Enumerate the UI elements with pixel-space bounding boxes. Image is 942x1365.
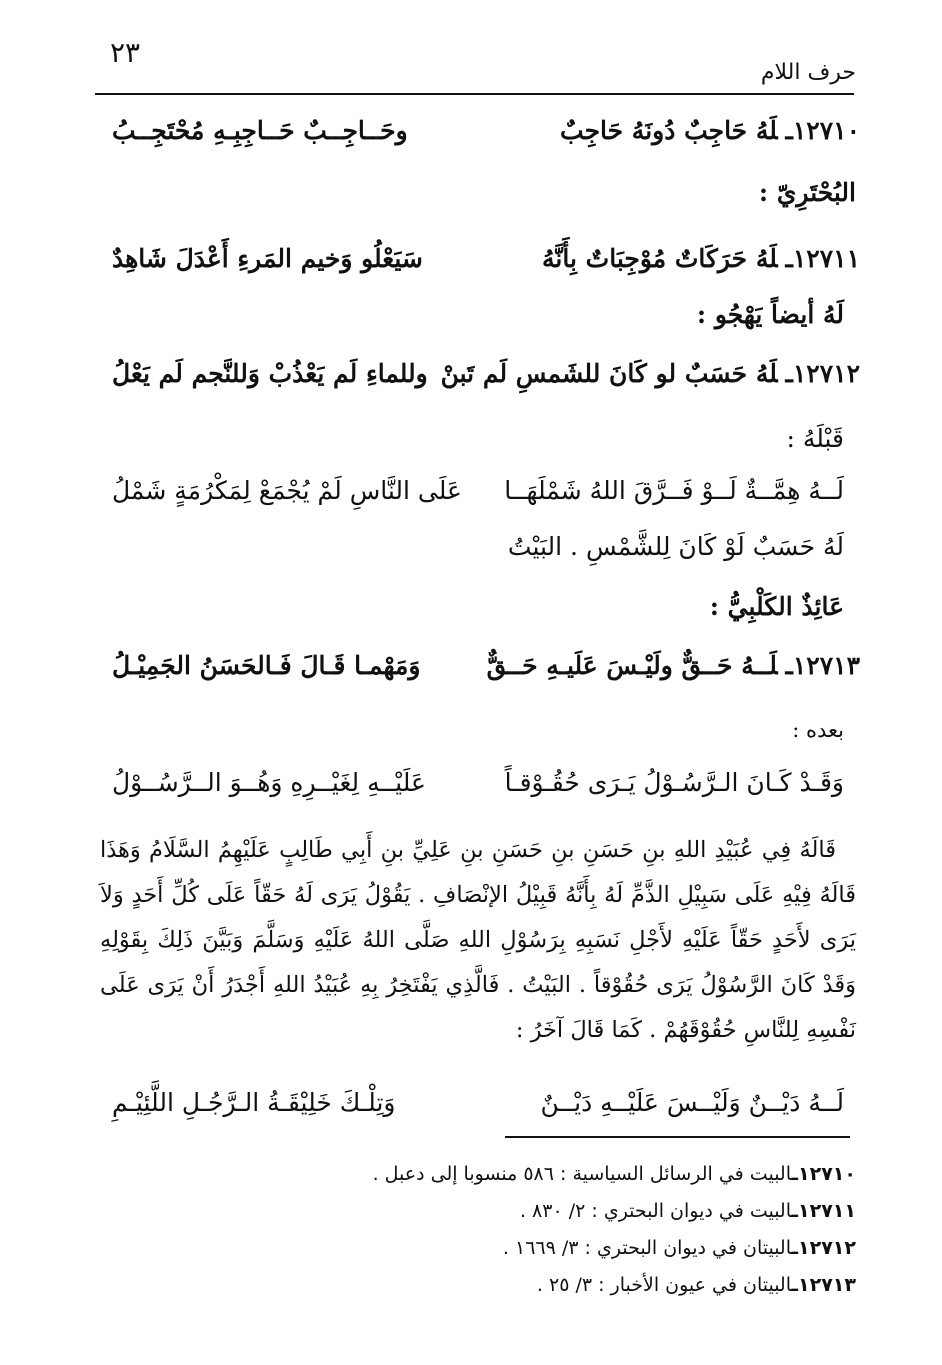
- footnotes: [200, 1156, 856, 1304]
- footnote: [200, 1156, 856, 1193]
- verse-first-hemistich: ١٢٧١٢ـلَهُ حَسَبٌ لو كَانَ للشَمسِ لَم تَبنْ: [440, 358, 860, 388]
- poet-label: عَائِذٌ الكَلْبِيُّ :: [709, 592, 844, 621]
- footnote-text: البيت في الرسائل السياسية : ٥٨٦ منسوبا إلى دعبل .: [372, 1163, 792, 1185]
- footnote-number: ١٢٧١٣ـ: [791, 1274, 856, 1296]
- footnote: [200, 1230, 856, 1267]
- verse-reference: لَهُ حَسَبٌ لَوْ كَانَ لِلشَّمْسِ . البَيْتُ: [507, 532, 844, 561]
- verse-first-hemistich: لَــهُ هِمَّــةٌ لَــوْ فَــرَّقَ اللهُ شَمْلَهَــا: [504, 475, 844, 505]
- page-number: ٢٣: [110, 36, 141, 69]
- verse-first-hemistich: ١٢٧١٣ـلَــهُ حَــقٌّ ولَيْـسَ عَلَيـهِ حَــقٌّ: [486, 650, 860, 680]
- verse-second-hemistich: وحَــاجِــبٌ حَــاجِبِـهِ مُحْتَجِــبُ: [112, 115, 408, 145]
- verse-quoted: [112, 1077, 844, 1127]
- footnote-number: ١٢٧١١ـ: [791, 1200, 856, 1222]
- footnote-text: البيتان في عيون الأخبار : ٣/ ٢٥ .: [536, 1274, 792, 1296]
- verse-second-hemistich: سَيَعْلُو وَخيم المَرءِ أَعْدَلَ شَاهِدٌ: [112, 243, 423, 273]
- footnote-number: ١٢٧١٠ـ: [791, 1163, 856, 1185]
- verse-second-hemistich: وَمَهْمـا قَـالَ فَـالحَسَنُ الجَمِيْـلُ: [112, 650, 421, 680]
- verse-second-hemistich: وَتِلْـكَ خَلِيْقَـةُ الـرَّجُـلِ اللَّئِيْـمِ: [112, 1087, 396, 1117]
- verse-number: ١٢٧١١ـ: [785, 243, 860, 273]
- verse-number: ١٢٧١٢ـ: [785, 358, 860, 388]
- commentary-paragraph: [100, 828, 856, 1053]
- running-head: حرف اللام: [760, 60, 856, 85]
- footnote-number: ١٢٧١٢ـ: [791, 1237, 856, 1259]
- footnote: [200, 1267, 856, 1304]
- verse-number: ١٢٧١٣ـ: [785, 650, 860, 680]
- poet-label: لَهُ أيضاً يَهْجُو :: [696, 300, 844, 329]
- verse-first-hemistich: لَــهُ دَيْــنٌ وَلَيْــسَ عَلَيْــهِ دَيْــنٌ: [540, 1087, 844, 1117]
- verse-following: [112, 757, 844, 807]
- verse-preceding: [112, 465, 844, 515]
- verse-12712: [112, 348, 860, 398]
- footnote-rule: [505, 1136, 850, 1138]
- verse-second-hemistich: وللماءِ لَم يَعْذُبْ وَللنَّجم لَم يَعْلُ: [112, 358, 428, 388]
- verse-first-hemistich: ١٢٧١١ـلَهُ حَرَكَاتٌ مُوْجِبَاتٌ بِأَنَّهُ: [542, 243, 860, 273]
- verse-12710: [112, 105, 860, 155]
- header-rule: [95, 93, 854, 95]
- verse-second-hemistich: عَلَى النَّاسِ لَمْ يُجْمَعْ لِمَكْرُمَةٍ شَمْلُ: [112, 475, 462, 505]
- footnote-text: البيت في ديوان البحتري : ٢/ ٨٣٠ .: [519, 1200, 792, 1222]
- verse-12713: [112, 640, 860, 690]
- verse-12711: [112, 233, 860, 283]
- footnote: [200, 1193, 856, 1230]
- verse-first-hemistich: وَقَـدْ كَـانَ الـرَّسُـوْلُ يَـرَى حُقُـوْقـاً: [504, 767, 844, 797]
- section-label: قَبْلَهُ :: [786, 424, 844, 453]
- footnote-text: البيتان في ديوان البحتري : ٣/ ١٦٦٩ .: [502, 1237, 792, 1259]
- section-label: بعده :: [792, 718, 844, 742]
- verse-second-hemistich: عَلَيْــهِ لِغَيْــرِهِ وَهُــوَ الــرَّسُــوْلُ: [112, 767, 426, 797]
- verse-first-hemistich: ١٢٧١٠ـلَهُ حَاجِبٌ دُونَهُ حَاجِبٌ: [560, 115, 860, 145]
- commentary-text: قَالَهُ فِي عُبَيْدِ اللهِ بنِ حَسَنِ بنِ حَسَنِ بنِ عَلِيِّ بنِ أَبِي طَالِبٍ عَلَيْهِمُ السَّلَامُ وَهَذَا قَالَهُ فِيْهِ عَلَى سَبِيْلِ الذَّمِّ لَهُ بِأَنَّهُ قَبِيْلُ الإنْصَافِ . يَقُوْلُ يَرَى لَهُ حَقّاً عَلَى كُلِّ أَحَدٍ وَلاَ يَرَى لأَحَدٍ حَقّاً عَلَيْهِ لأَجْلِ نَسَبِهِ بِرَسُوْلِ اللهِ صَلَّى اللهُ عَلَيْهِ وَسَلَّمَ وَبَيَّنَ ذَلِكَ بِقَوْلِهِ وَقَدْ كَانَ الرَّسُوْلُ يَرَى حُقُوْقاً . البَيْتُ . فَالَّذِي يَفْتَخِرُ بِهِ عُبَيْدُ اللهِ أَجْدَرُ أَنْ يَرَى عَلَى نَفْسِهِ لِلنَّاسِ حُقُوْقَهُمْ . كَمَا قَالَ آخَرُ :: [100, 837, 856, 1043]
- verse-number: ١٢٧١٠ـ: [785, 115, 860, 145]
- poet-label: البُحْتَرِيّ :: [758, 178, 856, 207]
